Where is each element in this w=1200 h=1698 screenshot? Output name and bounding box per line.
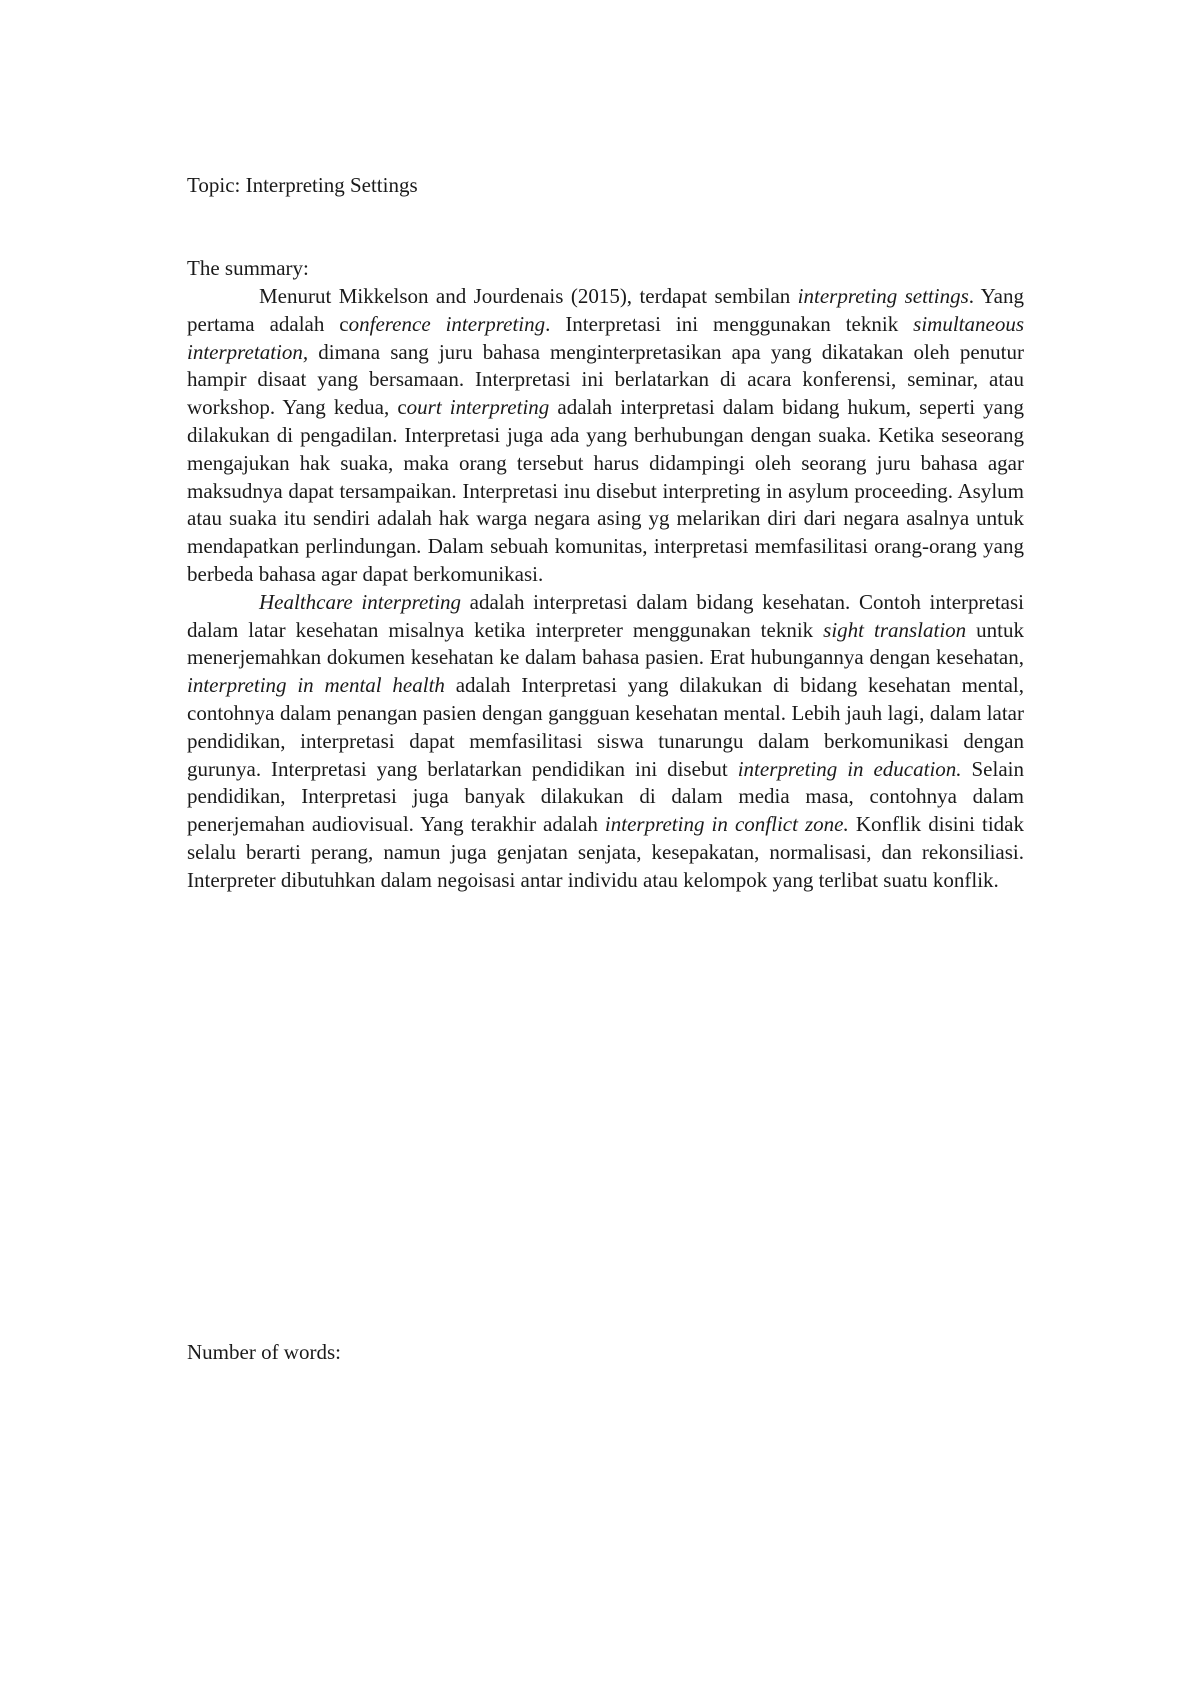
summary-paragraph	[187, 589, 1024, 895]
summary-body	[187, 283, 1024, 895]
italic-term: Healthcare interpreting	[259, 589, 461, 614]
text-run: Selain pendidikan, Interpretasi juga banyak dilakukan di dalam media masa, contohnya dalam penerjemahan audiovisual. Yang terakhir adalah	[187, 756, 1024, 837]
topic-line: Topic: Interpreting Settings	[187, 173, 418, 197]
italic-term: onference interpreting	[348, 311, 546, 336]
word-count-label: Number of words:	[187, 1340, 341, 1364]
text-run: adalah Interpretasi yang dilakukan di bidang kesehatan mental, contohnya dalam penangan pasien dengan gangguan kesehatan mental. Lebih jauh lagi, dalam latar pendidikan, interpretasi dapat memfasilitasi siswa tunarungu dalam berkomunikasi dengan gurunya. Interpretasi yang berlatarkan pendidikan ini disebut	[187, 673, 1024, 781]
italic-term: sight translation	[823, 617, 967, 642]
text-run: Konflik disini tidak selalu berarti perang, namun juga genjatan senjata, kesepakatan, normalisasi, dan rekonsiliasi. Interpreter dibutuhkan dalam negoisasi antar individu atau kelompok yang terlibat suatu konflik.	[187, 812, 1024, 892]
italic-term: interpreting in mental health	[187, 673, 445, 698]
text-run: . Yang pertama adalah c	[187, 284, 1025, 336]
italic-term: interpreting in education.	[737, 756, 962, 781]
italic-term: interpreting in conflict zone.	[604, 812, 849, 837]
text-run: . Interpretasi ini menggunakan teknik	[545, 311, 914, 336]
text-run: dimana sang juru bahasa menginterpretasikan apa yang dikatakan oleh penutur hampir disaat yang bersamaan. Interpretasi ini berlatarkan di acara konferensi, seminar, atau workshop. Yang kedua, c	[187, 339, 1024, 420]
text-run: adalah interpretasi dalam bidang kesehatan. Contoh interpretasi dalam latar kesehatan misalnya ketika interpreter menggunakan teknik	[187, 589, 1024, 642]
italic-term: interpreting settings	[797, 284, 969, 308]
summary-paragraph	[187, 283, 1024, 589]
text-run: Menurut Mikkelson and Jourdenais (2015), terdapat sembilan	[259, 284, 798, 308]
summary-heading: The summary:	[187, 256, 309, 280]
italic-term: ourt interpreting	[406, 395, 550, 420]
italic-term: simultaneous interpretation,	[187, 311, 1024, 364]
text-run: adalah interpretasi dalam bidang hukum, seperti yang dilakukan di pengadilan. Interpretasi juga ada yang berhubungan dengan suaka. Ketika seseorang mengajukan hak suaka, maka orang tersebut harus didampingi oleh seorang juru bahasa agar maksudnya dapat tersampaikan. Interpretasi inu disebut interpreting in asylum proceeding. Asylum atau suaka itu sendiri adalah hak warga negara asing yg melarikan diri dari negara asalnya untuk mendapatkan perlindungan. Dalam sebuah komunitas, interpretasi memfasilitasi orang-orang yang berbeda bahasa agar dapat berkomunikasi.	[187, 395, 1024, 586]
text-run: untuk menerjemahkan dokumen kesehatan ke dalam bahasa pasien. Erat hubungannya dengan kesehatan,	[187, 617, 1024, 670]
